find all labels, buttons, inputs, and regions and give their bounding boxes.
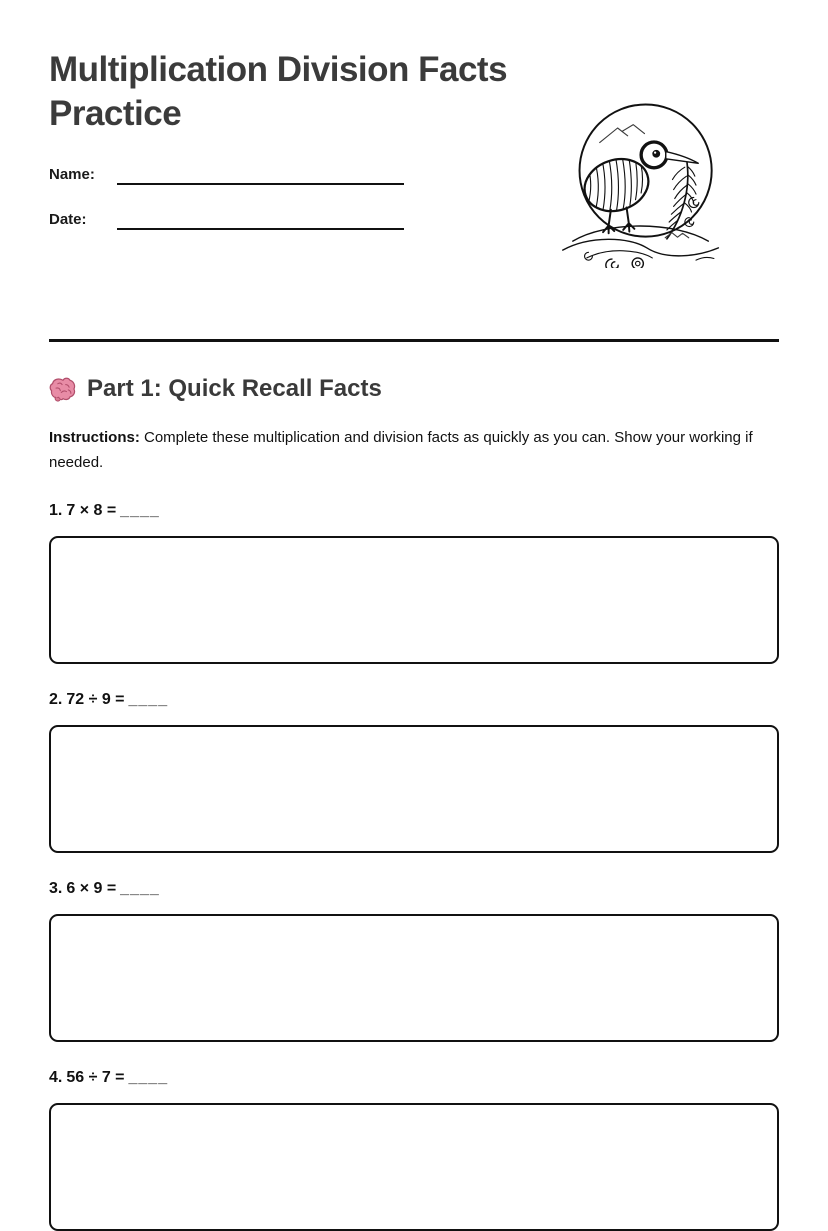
question-block: [49, 878, 779, 1042]
answer-blank: ____: [128, 691, 169, 708]
part1-heading-row: [49, 373, 779, 405]
date-input-line[interactable]: [117, 207, 404, 230]
section-divider: [49, 339, 779, 342]
question-expression: 6 × 9 =: [66, 880, 117, 897]
answer-box[interactable]: [49, 914, 779, 1042]
answer-box[interactable]: [49, 536, 779, 664]
question-number: 2.: [49, 691, 63, 708]
part1-heading: Part 1: Quick Recall Facts: [87, 375, 382, 402]
question-block: [49, 1067, 779, 1231]
instructions-label: Instructions:: [49, 429, 140, 446]
name-input-line[interactable]: [117, 162, 404, 185]
question-label: [49, 500, 779, 521]
answer-blank: ____: [128, 1069, 169, 1086]
answer-box[interactable]: [49, 1103, 779, 1231]
question-label: [49, 878, 779, 899]
brain-icon: [49, 376, 77, 402]
date-label: Date:: [49, 211, 87, 228]
answer-blank: ____: [120, 880, 160, 897]
question-label: [49, 689, 779, 710]
question-expression: 7 × 8 =: [66, 502, 117, 519]
question-expression: 56 ÷ 7 =: [66, 1069, 125, 1086]
kiwi-fern-illustration: [556, 100, 724, 268]
question-number: 1.: [49, 502, 63, 519]
question-label: [49, 1067, 779, 1088]
question-block: [49, 500, 779, 664]
question-number: 3.: [49, 880, 63, 897]
instructions-text: Complete these multiplication and division facts as quickly as you can. Show your working if needed.: [49, 429, 753, 471]
part1-section: [49, 373, 779, 1231]
question-number: 4.: [49, 1069, 63, 1086]
name-label: Name:: [49, 166, 95, 183]
question-expression: 72 ÷ 9 =: [66, 691, 125, 708]
instructions: [49, 425, 779, 475]
page-title: Multiplication Division Facts Practice: [49, 50, 508, 133]
answer-blank: ____: [120, 502, 160, 519]
answer-box[interactable]: [49, 725, 779, 853]
question-block: [49, 689, 779, 853]
questions-list: [49, 500, 779, 1231]
